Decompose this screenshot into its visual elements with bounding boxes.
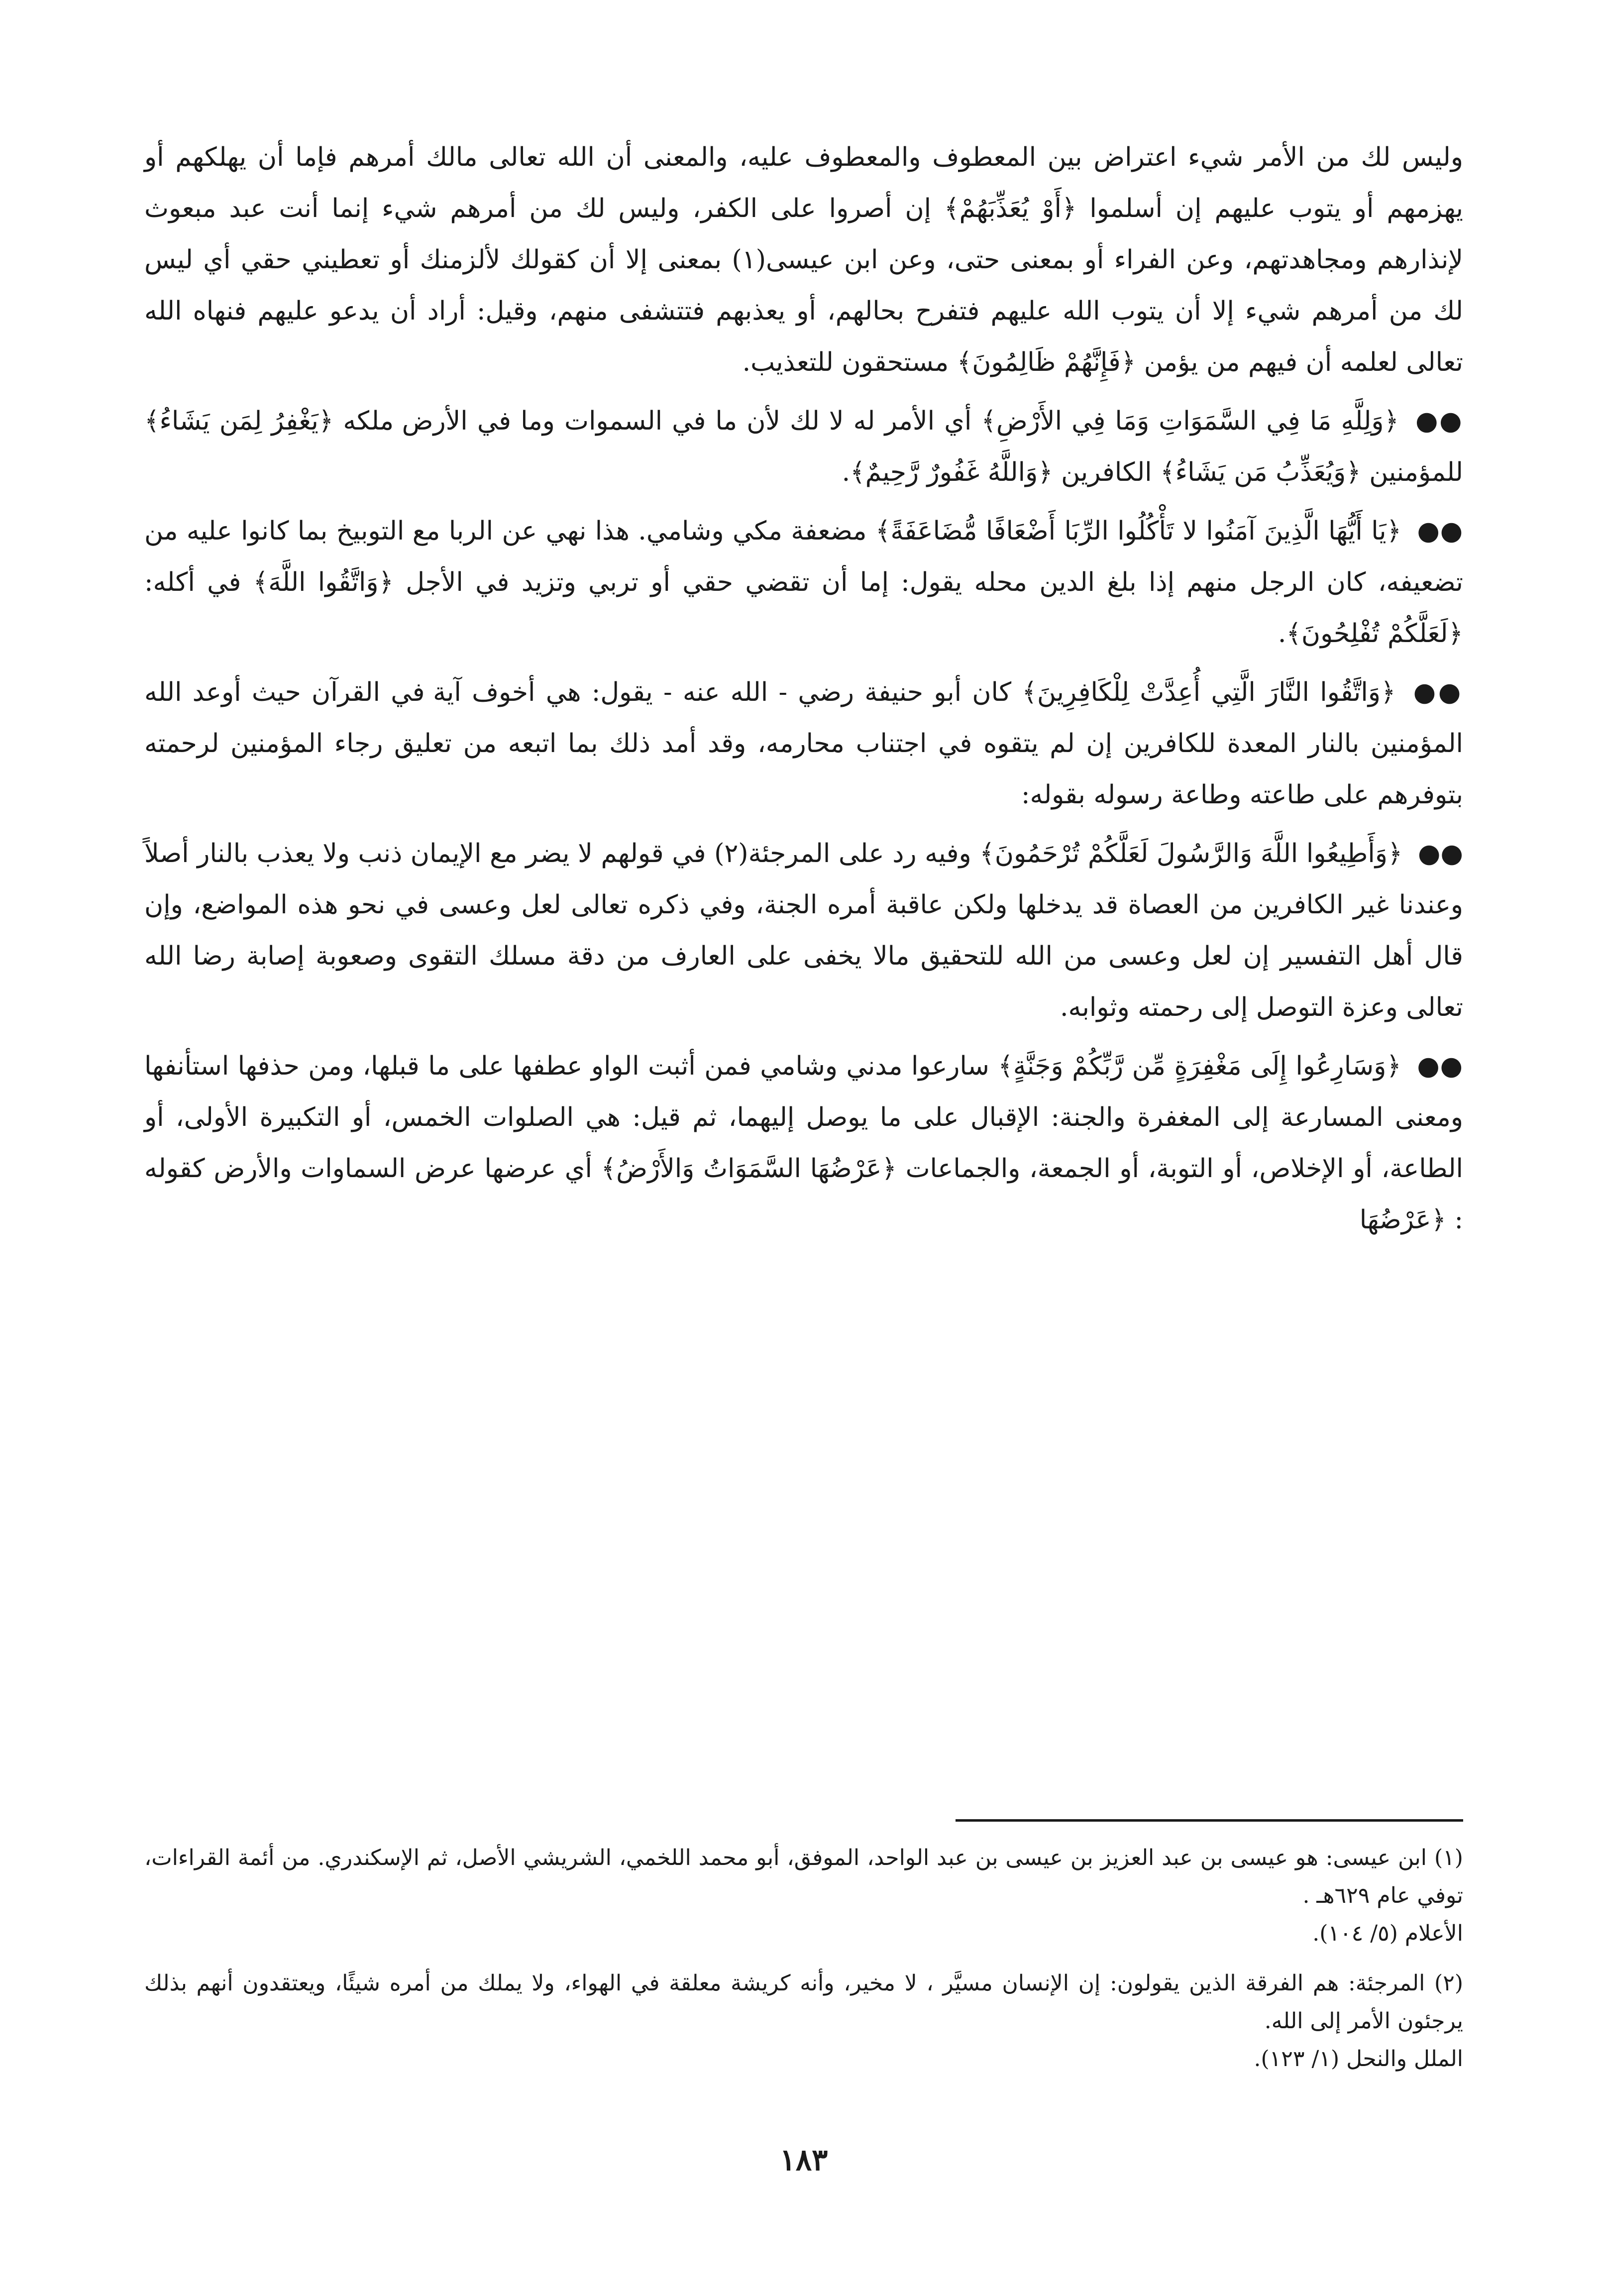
paragraph-6 (144, 1040, 1463, 1246)
text-line: أمد ذلك بما اتبعه من تعليق رجاء المؤمنين لرحمته بتوفرهم على طاعته وطاعة رسوله بقوله: (144, 729, 1463, 810)
footnote-line: ولا يملك من أمره شيئًا، ويعتقدون أنهم بذلك يرجئون الأمر إلى الله. (144, 1970, 1463, 2034)
bullet-marker: ●● (1413, 677, 1463, 707)
footnote-gap (144, 1953, 1463, 1965)
bullet-marker: ●● (1415, 406, 1464, 436)
footnote-line: (٢) المرجئة: هم الفرقة الذين يقولون: إن الإنسان مسيَّر ، لا مخير، وأنه كريشة معلقة في الهواء، (564, 1970, 1463, 1996)
footnote-1 (144, 1839, 1463, 1953)
paragraph-5 (144, 828, 1463, 1033)
text-line: من الله للتحقيق مالا يخفى على العارف من دقة مسلك التقوى وصعوبة إصابة رضا الله تعالى وعزة (144, 941, 1463, 1022)
text-line: الكفر، وليس لك من أمرهم شيء إنما أنت عبد مبعوث لإنذارهم ومجاهدتهم، وعن الفراء أو (144, 194, 1463, 275)
paragraph-1 (144, 132, 1463, 388)
book-page (144, 132, 1463, 2222)
text-line: التوصل إلى رحمته وثوابه. (1060, 992, 1334, 1022)
text-line: مع التوبيخ بما كانوا عليه من تضعيفه، كان الرجل منهم إذا بلغ الدين محله يقول: إما أن تقضي (144, 516, 1463, 597)
text-line: الأرض ملكه ﴿يَغْفِرُ لِمَن يَشَاءُ﴾ للمؤمنين ﴿وَيُعَذِّبُ مَن يَشَاءُ﴾ الكافرين ﴿وَاللَّهُ غَفُورٌ رَّحِيمٌ﴾. (144, 406, 1463, 487)
footnote-line: الشريشي الأصل، ثم الإسكندري. من أئمة القراءات، توفي عام ٦٢٩هـ . (144, 1845, 1463, 1908)
page-number: ١٨٣ (779, 2143, 828, 2178)
text-line: قبلها، ومن حذفها استأنفها ومعنى المسارعة إلى المغفرة والجنة: الإقبال على ما يوصل إليهما، ثم (144, 1051, 1463, 1132)
bullet-marker: ●● (1417, 1051, 1464, 1081)
footnote-separator (956, 1819, 1463, 1822)
footnotes (144, 1839, 1463, 2078)
text-line: قيل: هي الصلوات الخمس، أو التكبيرة الأولى، أو الطاعة، أو الإخلاص، أو التوبة، أو الجمعة، (144, 1102, 1463, 1184)
text-line: آية في القرآن حيث أوعد الله المؤمنين بالنار المعدة للكافرين إن لم يتقوه في اجتناب محارمه، وقد (144, 677, 1463, 759)
text-line: وليس لك من الأمر شيء اعتراض بين المعطوف والمعطوف عليه، والمعنى أن الله تعالى مالك (426, 142, 1464, 172)
text-line: أمرهم شيء إلا أن يتوب الله عليهم فتفرح بحالهم، أو يعذبهم فتتشفى منهم، وقيل: أراد أن (390, 296, 1378, 326)
bullet-marker: ●● (1417, 516, 1463, 546)
footnote-source: الملل والنحل (١/ ١٢٣). (1254, 2046, 1463, 2072)
text-line: ﴿وَاتَّقُوا النَّارَ الَّتِي أُعِدَّتْ لِلْكَافِرِينَ﴾ كان أبو حنيفة رضي - الله عنه - يقول: هي أخوف (472, 677, 1396, 707)
paragraph-4 (144, 666, 1463, 821)
footnote-source: الأعلام (٥/ ١٠٤). (1312, 1921, 1463, 1946)
footnote-2 (144, 1965, 1463, 2078)
text-line: بمعنى حتى، وعن ابن عيسى(١) بمعنى إلا أن كقولك لألزمنك أو تعطيني حقي أي ليس لك من (144, 245, 1464, 326)
text-line: حقي أو تربي وتزيد في الأجل ﴿وَاتَّقُوا اللَّهَ﴾ في أكله: ﴿لَعَلَّكُمْ تُفْلِحُونَ﴾. (144, 567, 1463, 649)
text-line: ﴿وَسَارِعُوا إِلَى مَغْفِرَةٍ مِّن رَّبِّكُمْ وَجَنَّةٍ﴾ سارعوا مدني وشامي فمن أثبت الواو عطفها على ما (428, 1051, 1401, 1081)
text-line: والجماعات ﴿عَرْضُهَا السَّمَوَاتُ وَالأَرْضُ﴾ أي عرضها عرض السماوات والأرض كقوله : ﴿عَرْضُهَا (144, 1154, 1463, 1235)
text-line: ﴿يَا أَيُّهَا الَّذِينَ آمَنُوا لا تَأْكُلُوا الرِّبَا أَضْعَافًا مُّضَاعَفَةً﴾ مضعفة مكي وشامي. هذا نهي عن الربا (448, 516, 1402, 546)
main-text (144, 132, 1463, 1246)
footnote-line: (١) ابن عيسى: هو عيسى بن عبد العزيز بن عيسى بن عبد الواحد، الموفق، أبو محمد اللخمي، (619, 1845, 1463, 1870)
text-line: يدعو عليهم فنهاه الله تعالى لعلمه أن فيهم من يؤمن ﴿فَإِنَّهُمْ ظَالِمُونَ﴾ مستحقون للتعذيب. (144, 296, 1463, 377)
paragraph-2 (144, 395, 1463, 498)
text-line: ﴿وَلِلَّهِ مَا فِي السَّمَوَاتِ وَمَا فِي الأَرْضِ﴾ أي الأمر له لا لك لأن ما في السموات وما في (477, 406, 1399, 436)
text-line: الجنة، وفي ذكره تعالى لعل وعسى في نحو هذه المواضع، وإن قال أهل التفسير إن لعل وعسى (144, 890, 1463, 971)
text-line: أمرهم فإما أن يهلكهم أو يهزمهم أو يتوب عليهم إن أسلموا ﴿أَوْ يُعَذِّبَهُمْ﴾ إن أصروا على (144, 142, 1464, 223)
bullet-marker: ●● (1418, 838, 1464, 869)
text-line: الإيمان ذنب ولا يعذب بالنار أصلاً وعندنا غير الكافرين من العصاة قد يدخلها ولكن عاقبة أمره (144, 839, 1464, 920)
paragraph-3 (144, 505, 1463, 659)
text-line: ﴿وَأَطِيعُوا اللَّهَ وَالرَّسُولَ لَعَلَّكُمْ تُرْحَمُونَ﴾ وفيه رد على المرجئة(٢) في قولهم لا يضر مع (490, 839, 1403, 869)
